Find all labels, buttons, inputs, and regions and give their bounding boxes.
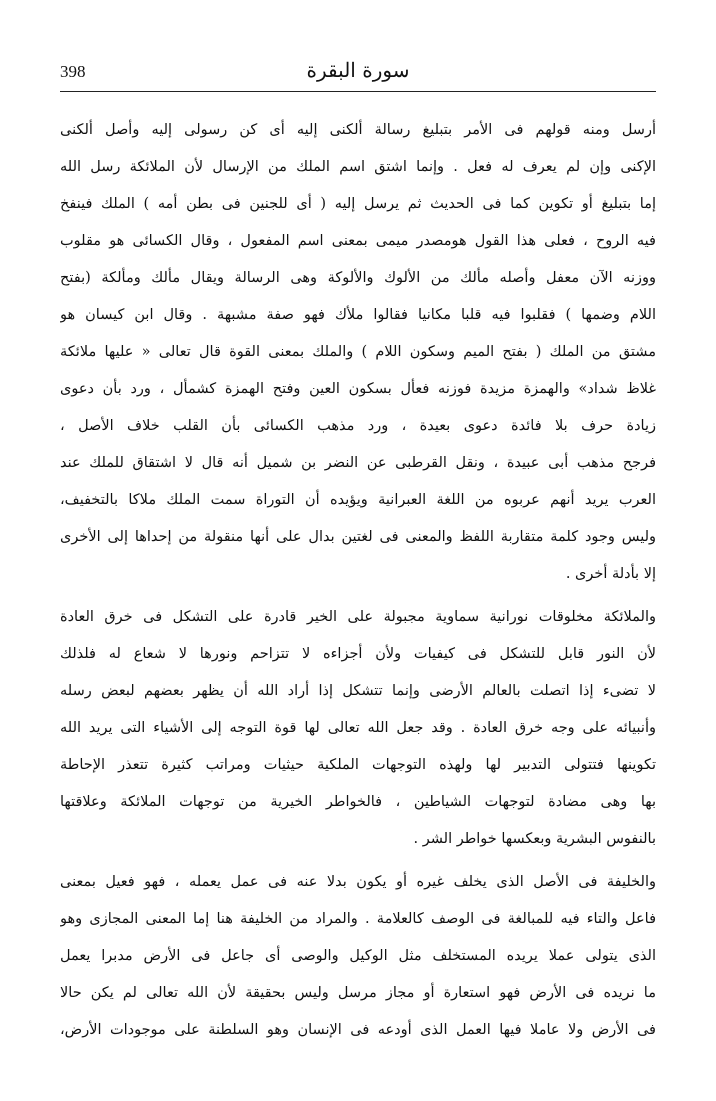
text-line: بالنفوس البشرية وبعكسها خواطر الشر . (413, 831, 656, 847)
text-line: بها وهى مضادة لتوجهات الشياطين ، فالخواطر الخيرية من توجهات الملائكة وعلاقتها (60, 794, 656, 810)
text-line: فرجح مذهب أبى عبيدة ، ونقل القرطبى عن النضر بن شميل أنه قال لا اشتقاق للملك عند (60, 455, 656, 471)
text-line: زيادة حرف بلا فائدة دعوى بعيدة ، ورد مذهب الكسائى بأن القلب خلاف الأصل ، (60, 418, 656, 434)
text-line: وليس وجود كلمة متقاربة اللفظ والمعنى فى لغتين بدال على أنها منقولة من إحداها إلى الأخرى (60, 529, 656, 545)
header-rule (60, 91, 656, 92)
body-text (60, 112, 656, 1049)
text-line: العرب يريد أنهم عربوه من اللغة العبرانية ويؤيده أن التوراة سمت الملك ملاكا بالتخفيف، (60, 492, 656, 508)
text-line: فى الأرض ولا عاملا فيها العمل الذى أودعه فى الإنسان وهو السلطنة على موجودات الأرض، (60, 1022, 656, 1038)
text-line: ووزنه الآن معفل وأصله مألك من الألوك والألوكة وهى الرسالة ويقال مألك ومألكة (بفتح (60, 270, 656, 286)
text-line: ما نريده فى الأرض فهو استعارة أو مجاز مرسل وليس بحقيقة لأن الله تعالى لم يكن حالا (60, 985, 656, 1001)
text-line: لأن النور قابل للتشكل فى كيفيات ولأن أجزاءه لا تتزاحم ونورها لا شعاع له فلذلك (60, 646, 656, 662)
paragraph-2 (60, 599, 656, 858)
text-line: الذى يتولى عملا يريده المستخلف مثل الوكيل والوصى أى جاعل فى الأرض مدبرا يعمل (60, 948, 656, 964)
text-line: فاعل والتاء فيه للمبالغة فى الوصف كالعلامة . والمراد من الخليفة هنا إما المعنى المجازى وهو (60, 911, 656, 927)
text-line: أرسل ومنه قولهم فى الأمر بتبليغ رسالة ألكنى إليه أى كن رسولى إليه وأصل ألكنى (60, 122, 656, 138)
text-line: والملائكة مخلوقات نورانية سماوية مجبولة على الخير قادرة على التشكل فى خرق العادة (60, 609, 656, 625)
text-line: الإكنى وإن لم يعرف له فعل . وإنما اشتق اسم الملك من الإرسال لأن الملائكة رسل الله (60, 159, 656, 175)
paragraph-1 (60, 112, 656, 593)
text-line: مشتق من الملك ( بفتح الميم وسكون اللام ) والملك بمعنى القوة قال تعالى « عليها ملائكة (60, 344, 656, 360)
text-line: فيه الروح ، فعلى هذا القول هومصدر ميمى بمعنى اسم المفعول ، وقال الكسائى هو مقلوب (60, 233, 656, 249)
text-line: لا تضىء إذا اتصلت بالعالم الأرضى وإنما تتشكل إذا أراد الله أن يظهر بعضهم لبعض رسله (60, 683, 656, 699)
text-line: إما بتبليغ أو تكوين كما فى الحديث ثم يرسل إليه ( أى للجنين فى بطن أمه ) الملك فينفخ (60, 196, 656, 212)
running-title: سورة البقرة (306, 58, 410, 82)
text-line: وأنبيائه على وجه خرق العادة . وقد جعل الله تعالى لها قوة التوجه إلى الأشياء التى يريد الله (60, 720, 656, 736)
paragraph-3 (60, 864, 656, 1049)
text-line: والخليفة فى الأصل الذى يخلف غيره أو يكون بدلا عنه فى عمل يعمله ، فهو فعيل بمعنى (60, 874, 656, 890)
text-line: غلاظ شداد» والهمزة مزيدة فوزنه فعأل بسكون العين وفتح الهمزة كشمأل ، ورد بأن دعوى (60, 381, 656, 397)
page-header (60, 58, 656, 90)
page-number: 398 (60, 62, 86, 81)
text-line: إلا بأدلة أخرى . (565, 566, 656, 582)
text-line: تكوينها فتتولى التدبير لها ولهذه التوجهات الملكية حيثيات ومراتب كثيرة تتعذر الإحاطة (60, 757, 656, 773)
text-line: اللام وضمها ) فقلبوا فيه قلبا مكانيا فقالوا ملأك فهو صفة مشبهة . وقال ابن كيسان هو (60, 307, 656, 323)
